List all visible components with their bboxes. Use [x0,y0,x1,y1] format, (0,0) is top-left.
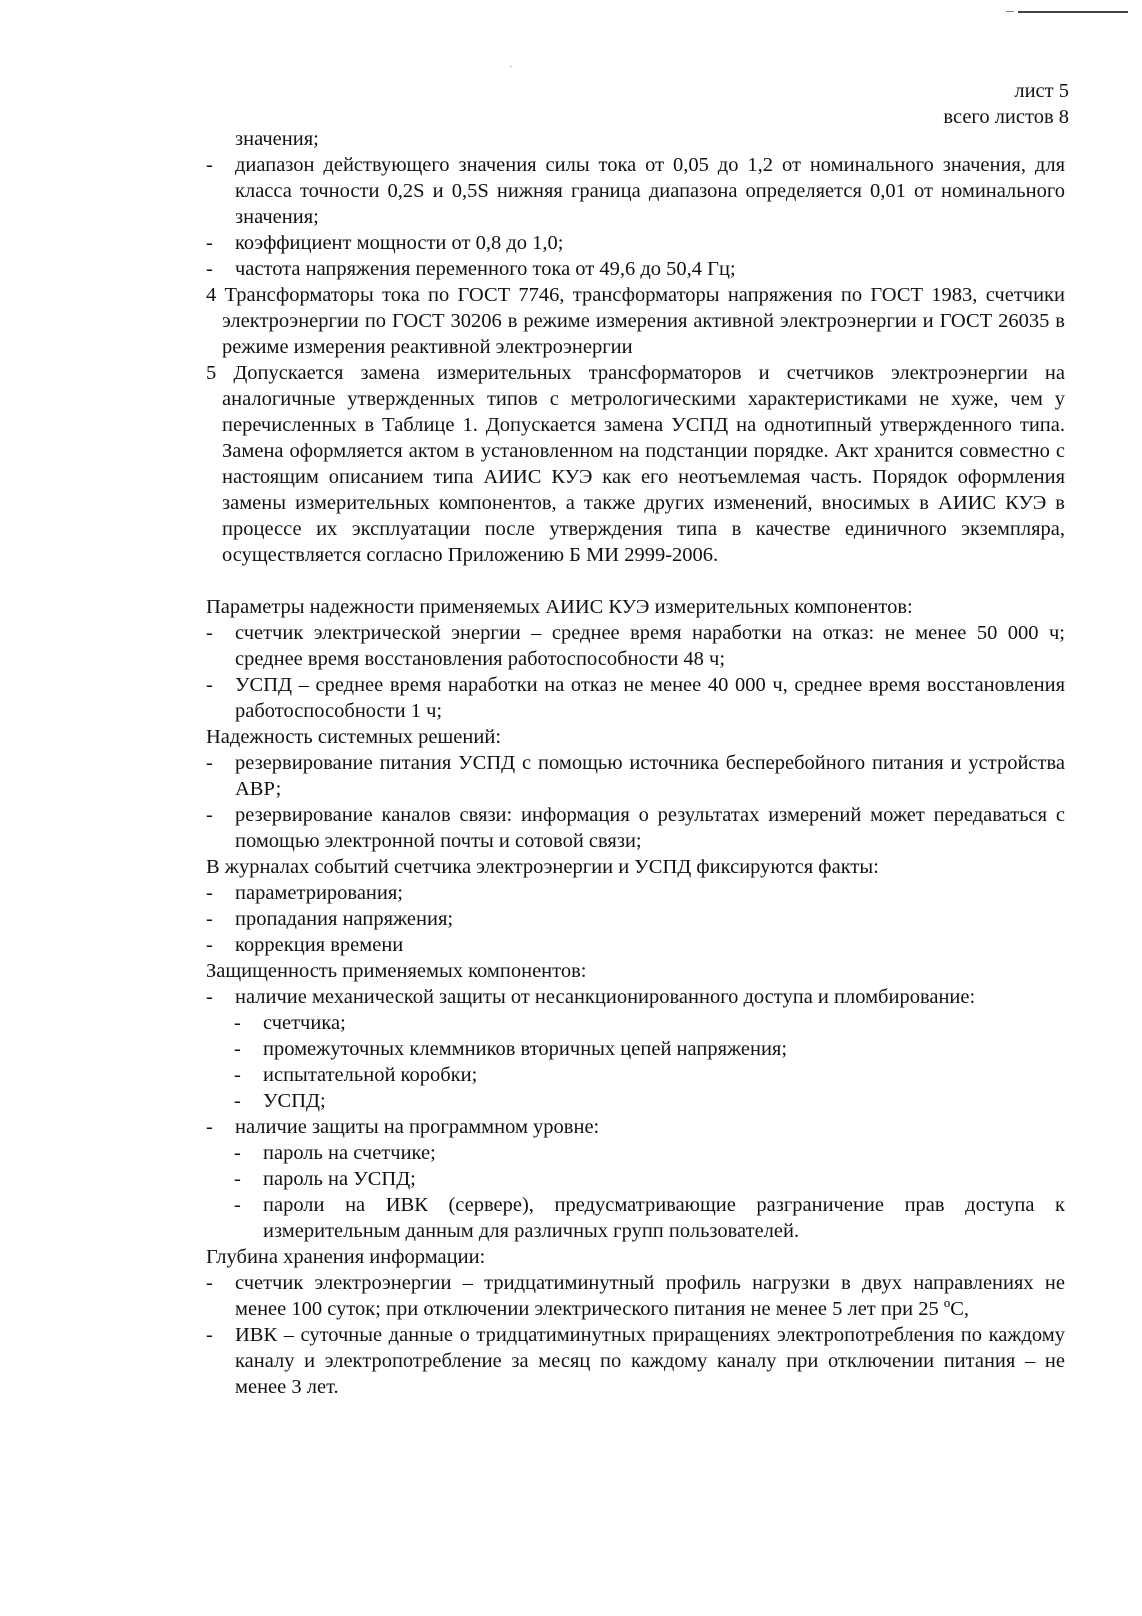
section-heading: Глубина хранения информации: [206,1246,486,1268]
scan-speck [510,66,512,67]
list-item: - резервирование питания УСПД с помощью источника бесперебойного питания и устройства АВР; [206,750,1065,802]
sub-list-item: - счетчика; [206,1010,1065,1036]
section-heading: Защищенность применяемых компонентов: [206,960,587,982]
document-body [206,126,1065,1400]
list-item: - параметрирования; [206,880,1065,906]
list-item: - счетчик электрической энергии – среднее время наработки на отказ: не менее 50 000 ч; среднее время восстановления работоспособности 48 ч; [206,620,1065,672]
continued-text: значения; [235,128,319,150]
list-item: - резервирование каналов связи: информация о результатах измерений может передаваться с помощью электронной почты и сотовой связи; [206,802,1065,854]
section-heading: Параметры надежности применяемых АИИС КУЭ измерительных компонентов: [206,596,913,618]
section-heading: Надежность системных решений: [206,726,502,748]
page-header [943,78,1069,130]
scan-edge-line [1018,11,1128,13]
sheet-number: лист 5 [1014,80,1069,102]
list-item: - УСПД – среднее время наработки на отказ не менее 40 000 ч, среднее время восстановления работоспособности 1 ч; [206,672,1065,724]
note-4: 4 Трансформаторы тока по ГОСТ 7746, трансформаторы напряжения по ГОСТ 1983, счетчики электроэнергии по ГОСТ 30206 в режиме измерения активной электроэнергии и ГОСТ 26035 в режиме измерения реактивной электроэнергии [206,284,1065,358]
sub-list-item: - испытательной коробки; [206,1062,1065,1088]
list-item: - пропадания напряжения; [206,906,1065,932]
sub-list-item: - пароль на УСПД; [206,1166,1065,1192]
sub-list-item: - пароль на счетчике; [206,1140,1065,1166]
note-5: 5 Допускается замена измерительных трансформаторов и счетчиков электроэнергии на аналогичные утвержденных типов с метрологическими характеристиками не хуже, чем у перечисленных в Таблице 1. Допускается замена УСПД на однотипный утвержденного типа. Замена оформляется актом в установленном на подстанции порядке. Акт хранится совместно с настоящим описанием типа АИИС КУЭ как его неотъемлемая часть. Порядок оформления замены измерительных компонентов, а также других изменений, вносимых в АИИС КУЭ в процессе их эксплуатации после утверждения типа в качестве единичного экземпляра, осуществляется согласно Приложению Б МИ 2999-2006. [206,362,1065,566]
section-heading: В журналах событий счетчика электроэнергии и УСПД фиксируются факты: [206,856,879,878]
list-item: - диапазон действующего значения силы тока от 0,05 до 1,2 от номинального значения, для класса точности 0,2S и 0,5S нижняя граница диапазона определяется 0,01 от номинального значения; [206,152,1065,230]
sub-list-item: - пароли на ИВК (сервере), предусматривающие разграничение прав доступа к измерительным данным для различных групп пользователей. [206,1192,1065,1244]
list-item: - наличие механической защиты от несанкционированного доступа и пломбирование: [206,984,1065,1010]
sub-list-item: - УСПД; [206,1088,1065,1114]
list-item: - частота напряжения переменного тока от 49,6 до 50,4 Гц; [206,256,1065,282]
list-item: - ИВК – суточные данные о тридцатиминутных приращениях электропотребления по каждому каналу и электропотребление за месяц по каждому каналу при отключении питания – не менее 3 лет. [206,1322,1065,1400]
list-item: - счетчик электроэнергии – тридцатиминутный профиль нагрузки в двух направлениях не менее 100 суток; при отключении электрического питания не менее 5 лет при 25 ºС, [206,1270,1065,1322]
list-item: - наличие защиты на программном уровне: [206,1114,1065,1140]
total-sheets: всего листов 8 [943,106,1069,128]
list-item: - коррекция времени [206,932,1065,958]
sub-list-item: - промежуточных клеммников вторичных цепей напряжения; [206,1036,1065,1062]
list-item: - коэффициент мощности от 0,8 до 1,0; [206,230,1065,256]
